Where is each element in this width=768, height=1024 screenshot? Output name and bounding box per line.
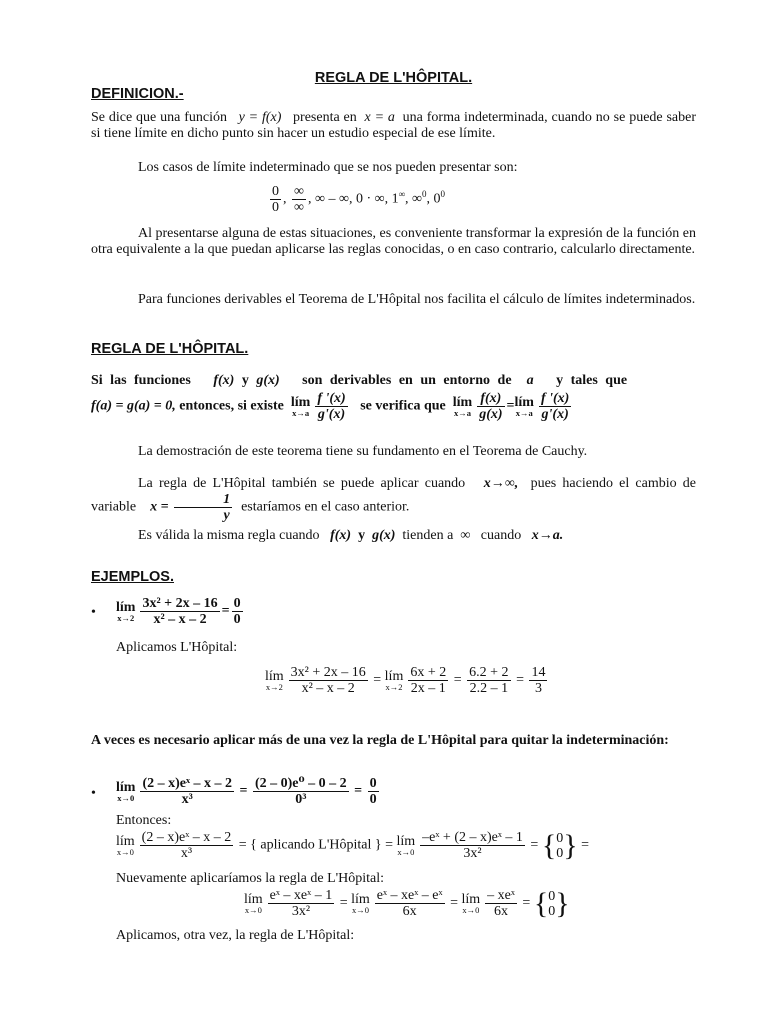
example-1-apply: Aplicamos L'Hôpital: — [116, 640, 238, 655]
example-1-solution: lím x→2 $\frac{\text{3x² + 2x – 16}}{\text{x² – x – 2}}$ = lím x→2 $\frac{6x + 2}{2x - 1}$ = $\frac{6.2 + 2}{2.2 - 1}$ = $\frac{14}{3}$ — [265, 665, 546, 696]
example-2-statement: lím x→0 $\frac{\text{(2 – x)eˣ – x – 2}}{\text{x³}}$ = $\frac{\text{(2 – 0)e⁰ – 0 – 2}}{\text{0³}}$ = $\frac{0}{0}$ — [116, 776, 377, 807]
valid-paragraph: Es válida la misma regla cuando f(x) y g(x) tienden a ∞ cuando x→a. — [138, 528, 564, 543]
case-inf-over-inf: $\frac{\infty}{\infty}$ — [294, 184, 304, 215]
function-ratio: $\frac{f(x)}{g(x)}$ — [479, 391, 503, 422]
regla-statement-line1: Si las funciones f(x) y g(x) son derivables en un entorno de a y tales que — [91, 373, 628, 388]
regla-statement-line2: f(a) = g(a) = 0, entonces, si existe lím x→a $\frac{f '(x)}{g'(x)}$ se verifica que lím x→a $\frac{f(x)}{g(x)}$ =lím x→a $\frac{f '(x)}{g'(x)}$ — [91, 391, 570, 422]
entonces-label: Entonces: — [116, 813, 172, 828]
ejemplos-heading: EJEMPLOS. — [91, 569, 174, 585]
bullet-1: • — [91, 605, 96, 620]
indeterminate-cases: $\frac{0}{0}$ , $\frac{\infty}{\infty}$ , ∞ – ∞, 0 · ∞, 1∞, ∞$^0$, $0^0$ — [272, 184, 446, 215]
example-2-step2: lím x→0 $\frac{\text{eˣ – xeˣ – 1}}{\text{3x²}}$ = lím x→0 $\frac{\text{eˣ – xeˣ – eˣ}}{6x}$ = lím x→0 $\frac{\text{– xeˣ}}{6x}$ = { 0 0 } — [244, 886, 570, 920]
regla-heading: REGLA DE L'HÔPITAL. — [91, 341, 249, 357]
derivative-ratio-result: $\frac{f '(x)}{g'(x)}$ — [540, 391, 570, 422]
derivative-ratio: $\frac{f '(x)}{g'(x)}$ — [317, 391, 346, 422]
definicion-paragraph: Se dice que una función y = f(x) presenta en x = a una forma indeterminada, cuando no se puede saber si tiene límite en dicho punto sin hacer un estudio especial de ese límite. — [91, 110, 697, 141]
page-title: REGLA DE L'HÔPITAL. — [314, 70, 473, 86]
point-expression: x = a — [364, 110, 395, 125]
transform-paragraph: Al presentarse alguna de estas situaciones, es conveniente transformar la expresión de la función en otra equivalente a la que puedan aplicarse las reglas conocidas, o en caso contrario, calcularlo directamente. — [91, 226, 696, 257]
cases-intro: Los casos de límite indeterminado que se nos pueden presentar son: — [138, 160, 518, 175]
nuevamente-label: Nuevamente aplicaríamos la regla de L'Hôpital: — [116, 871, 385, 886]
multiple-application-note: A veces es necesario aplicar más de una vez la regla de L'Hôpital para quitar la indeterminación: — [91, 733, 669, 748]
example-1-statement: lím x→2 $\frac{\text{3x² + 2x – 16}}{\text{x² – x – 2}}$ = $\frac{0}{0}$ — [116, 596, 241, 627]
lim-operator: lím x→a — [290, 394, 311, 418]
otra-vez-label: Aplicamos, otra vez, la regla de L'Hôpital: — [116, 928, 355, 943]
infinity-paragraph: La regla de L'Hôpital también se puede aplicar cuando x→∞, pues haciendo el cambio de variable x = $\frac{1}{y}$ estaríamos en el caso anterior. — [91, 476, 697, 523]
function-expression: y = f(x) — [238, 110, 282, 125]
teorema-paragraph: Para funciones derivables el Teorema de L'Hôpital nos facilita el cálculo de límites indeterminados. — [138, 292, 696, 307]
example-2-step1: lím x→0 $\frac{\text{(2 – x)eˣ – x – 2}}{\text{x³}}$ = { aplicando L'Hôpital } = lím x→0 $\frac{\text{–eˣ + (2 – x)eˣ – 1}}{\text{3x²}}$ = { 0 0 } = — [116, 828, 590, 862]
demostracion-paragraph: La demostración de este teorema tiene su fundamento en el Teorema de Cauchy. — [138, 444, 588, 459]
bullet-2: • — [91, 786, 96, 801]
definicion-heading: DEFINICION.- — [91, 86, 184, 102]
case-zero-over-zero: $\frac{0}{0}$ — [272, 184, 279, 215]
change-variable-frac: $\frac{1}{y}$ — [174, 492, 232, 523]
